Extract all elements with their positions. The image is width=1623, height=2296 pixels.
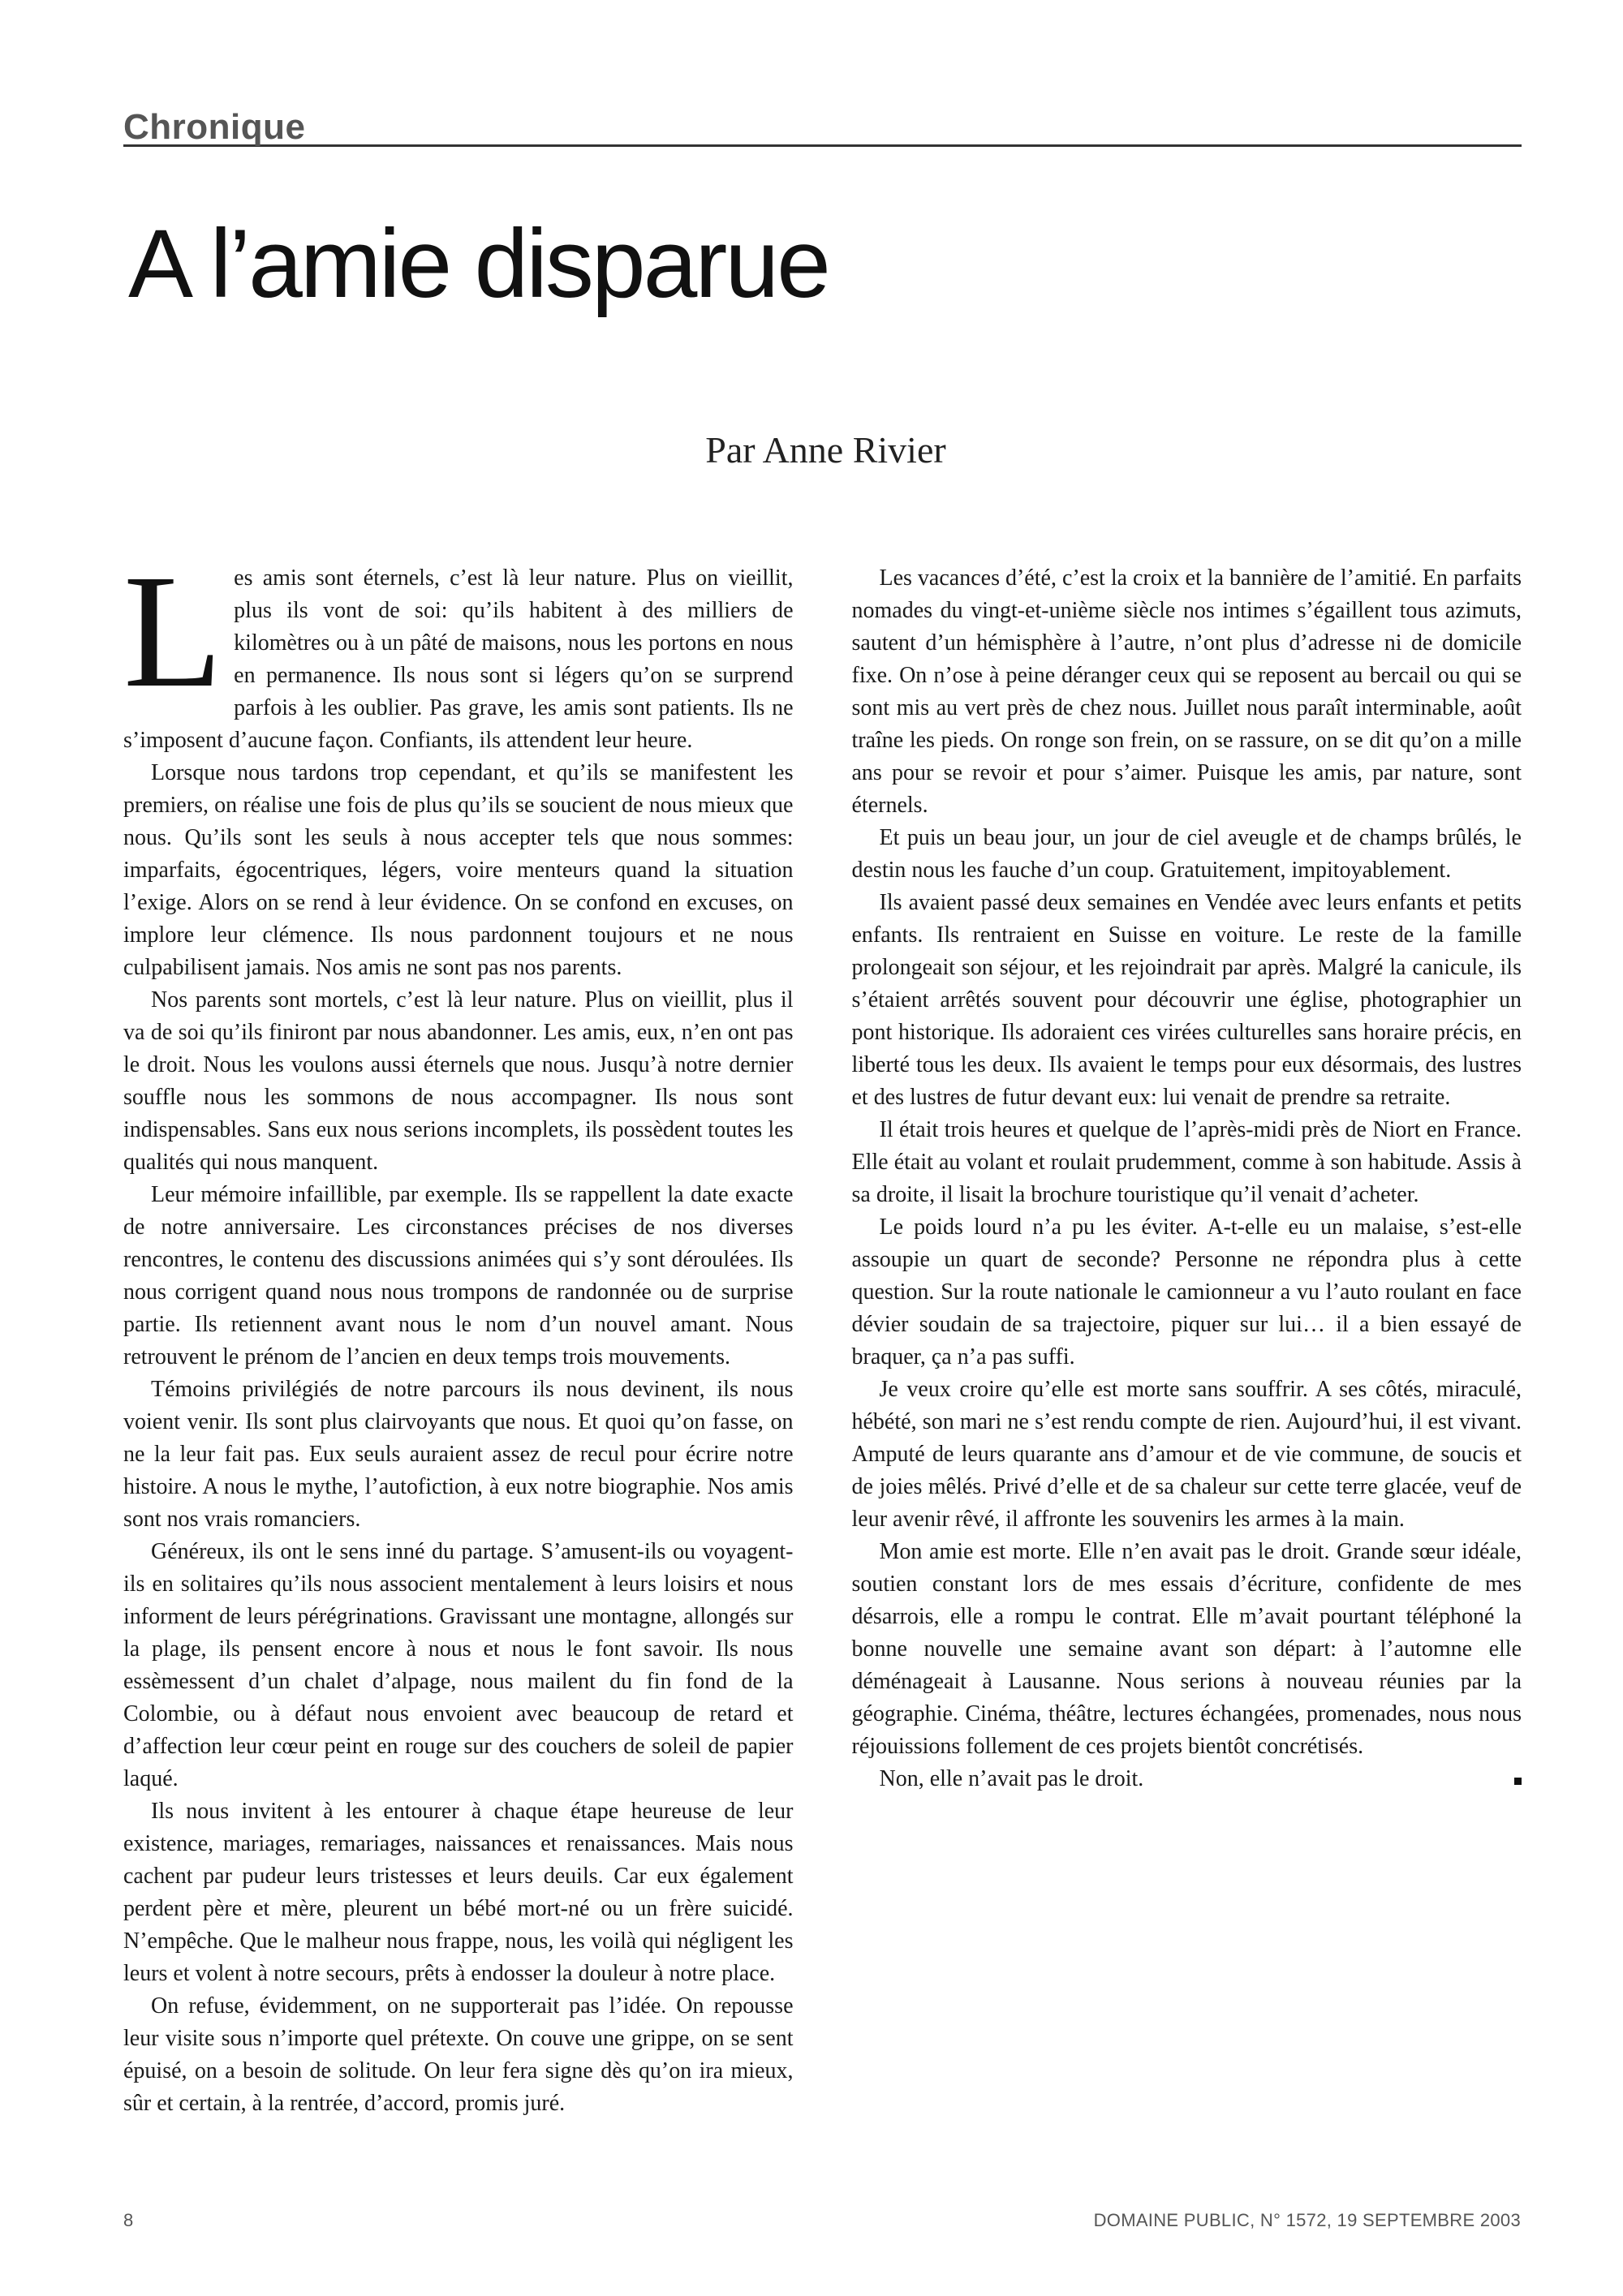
paragraph: Le poids lourd n’a pu les éviter. A-t-elle eu un malaise, s’est-elle assoupie un quart de seconde? Personne ne répondra plus à cette question. Sur la route nationale le camionneur a vu l’auto roulant en face dévier soudain de sa trajectoire, piquer sur lui… il a bien essayé de braquer, ça n’a pas suffi. bbox=[851, 1215, 1522, 1369]
byline: Par Anne Rivier bbox=[705, 429, 946, 471]
paragraph: Nos parents sont mortels, c’est là leur nature. Plus on vieillit, plus il va de soi qu’ils finiront par nous abandonner. Les amis, eux, n’en ont pas le droit. Nous les voulons aussi éternels que nous. Jusqu’à notre dernier souffle nous les sommons de nous accompagner. Ils nous sont indispensables. Sans eux nous serions incomplets, ils possèdent toutes les qualités qui nous manquent. bbox=[123, 987, 794, 1175]
article-title: A l’amie disparue bbox=[128, 209, 829, 318]
paragraph: Les vacances d’été, c’est la croix et la bannière de l’amitié. En parfaits nomades du vingt-et-unième siècle nos intimes s’égaillent tous azimuts, sautent d’un hémisphère à l’autre, n’ont plus d’adresse ni de domicile fixe. On n’ose à peine déranger ceux qui se reposent au bercail ou qui se sont mis au vert près de chez nous. Juillet nous paraît interminable, août traîne les pieds. On ronge son frein, on se rassure, on se dit qu’on a mille ans pour se revoir et pour s’aimer. Puisque les amis, par nature, sont éternels. bbox=[851, 565, 1522, 818]
publication-footer: DOMAINE PUBLIC, N° 1572, 19 SEPTEMBRE 2003 bbox=[1093, 2210, 1521, 2230]
section-label: Chronique bbox=[123, 107, 306, 147]
paragraph: Je veux croire qu’elle est morte sans souffrir. A ses côtés, miraculé, hébété, son mari ne s’est rendu compte de rien. Aujourd’hui, il est vivant. Amputé de leurs quarante ans d’amour et de vie commune, de soucis et de joies mêlés. Privé d’elle et de sa chaleur sur cette terre glacée, veuf de leur avenir rêvé, il affronte les souvenirs les armes à la main. bbox=[851, 1377, 1522, 1532]
paragraph: Leur mémoire infaillible, par exemple. Ils se rappellent la date exacte de notre anniversaire. Les circonstances précises de nos diverses rencontres, le contenu des discussions animées qui s’y sont déroulées. Ils nous corrigent quand nous nous trompons de randonnée ou de surprise partie. Ils retiennent avant nous le nom d’un nouvel amant. Nous retrouvent le prénom de l’ancien en deux temps trois mouvements. bbox=[123, 1182, 794, 1369]
paragraph: Mon amie est morte. Elle n’en avait pas le droit. Grande sœur idéale, soutien constant lors de mes essais d’écriture, confidente de mes désarrois, elle a rompu le contrat. Elle m’avait pourtant téléphoné la bonne nouvelle une semaine avant son départ: à l’automne elle déménageait à Lausanne. Nous serions à nouveau réunies par la géographie. Cinéma, théâtre, lectures échangées, promenades, nous nous réjouissions follement de ces projets bientôt concrétisés. bbox=[851, 1539, 1522, 1759]
paragraph-1-text: es amis sont éternels, c’est là leur nature. Plus on vieillit, plus ils vont de soi: qu’ils habitent à des milliers de kilomètres ou à un pâté de maisons, nous les portons en nous en permanence. Ils nous sont si légers qu’on se surprend parfois à les oublier. Pas grave, les amis sont patients. Ils ne s’imposent d’aucune façon. Confiants, ils attendent leur heure. bbox=[123, 565, 794, 753]
last-paragraph-text: Non, elle n’avait pas le droit. bbox=[879, 1766, 1144, 1791]
paragraph: Généreux, ils ont le sens inné du partage. S’amusent-ils ou voyagent-ils en solitaires qu’ils nous associent mentalement à leurs loisirs et nous informent de leurs pérégrinations. Gravissant une montagne, allongés sur la plage, ils pensent encore à nous et nous le font savoir. Ils nous essèmessent d’un chalet d’alpage, nous mailent du fin fond de la Colombie, ou à défaut nous envoient avec beaucoup de retard et d’affection leur cœur peint en rouge sur des couchers de soleil de papier laqué. bbox=[123, 1539, 794, 1791]
paragraph: Il était trois heures et quelque de l’après-midi près de Niort en France. Elle était au volant et roulait prudemment, comme à son habitude. Assis à sa droite, il lisait la brochure touristique qu’il venait d’acheter. bbox=[851, 1117, 1522, 1207]
paragraph: Ils avaient passé deux semaines en Vendée avec leurs enfants et petits enfants. Ils rentraient en Suisse en voiture. Le reste de la famille prolongeait son séjour, et les rejoindrait par après. Malgré la canicule, ils s’étaient arrêtés souvent pour découvrir une église, photographier un pont historique. Ils adoraient ces virées culturelles sans horaire précis, en liberté tous les deux. Ils avaient le temps pour eux désormais, des lustres et des lustres de futur devant eux: lui venait de prendre sa retraite. bbox=[851, 890, 1522, 1110]
last-paragraph bbox=[852, 1763, 1522, 1795]
paragraph: Ils nous invitent à les entourer à chaque étape heureuse de leur existence, mariages, remariages, naissances et renaissances. Mais nous cachent par pudeur leurs tristesses et leurs deuils. Car eux également perdent père et mère, pleurent un bébé mort-né ou un frère suicidé. N’empêche. Que le malheur nous frappe, nous, les voilà qui négligent les leurs et volent à notre secours, prêts à endosser la douleur à notre place. bbox=[123, 1799, 794, 1986]
article-body bbox=[123, 542, 1522, 2128]
paragraph-1 bbox=[123, 542, 794, 757]
end-mark-icon bbox=[1514, 1778, 1522, 1785]
drop-cap: L bbox=[123, 542, 223, 721]
page-number: 8 bbox=[123, 2210, 134, 2230]
section-header bbox=[123, 102, 1522, 147]
paragraph: On refuse, évidemment, on ne supporterait pas l’idée. On repousse leur visite sous n’importe quel prétexte. On couve une grippe, on se sent épuisé, on a besoin de solitude. On leur fera signe dès qu’on ira mieux, sûr et certain, à la rentrée, d’accord, promis juré. bbox=[123, 1993, 794, 2116]
paragraph: Lorsque nous tardons trop cependant, et qu’ils se manifestent les premiers, on réalise une fois de plus qu’ils se soucient de nous mieux que nous. Qu’ils sont les seuls à nous accepter tels que nous sommes: imparfaits, égocentriques, légers, voire menteurs quand la situation l’exige. Alors on se rend à leur évidence. On se confond en excuses, on implore leur clémence. Ils nous pardonnent toujours et ne nous culpabilisent jamais. Nos amis ne sont pas nos parents. bbox=[123, 760, 794, 980]
paragraph: Et puis un beau jour, un jour de ciel aveugle et de champs brûlés, le destin nous les fauche d’un coup. Gratuitement, impitoyablement. bbox=[851, 825, 1522, 883]
paragraph: Témoins privilégiés de notre parcours ils nous devinent, ils nous voient venir. Ils sont plus clairvoyants que nous. Et quoi qu’on fasse, on ne la leur fait pas. Eux seuls auraient assez de recul pour écrire notre histoire. A nous le mythe, l’autofiction, à eux notre biographie. Nos amis sont nos vrais romanciers. bbox=[123, 1377, 794, 1532]
